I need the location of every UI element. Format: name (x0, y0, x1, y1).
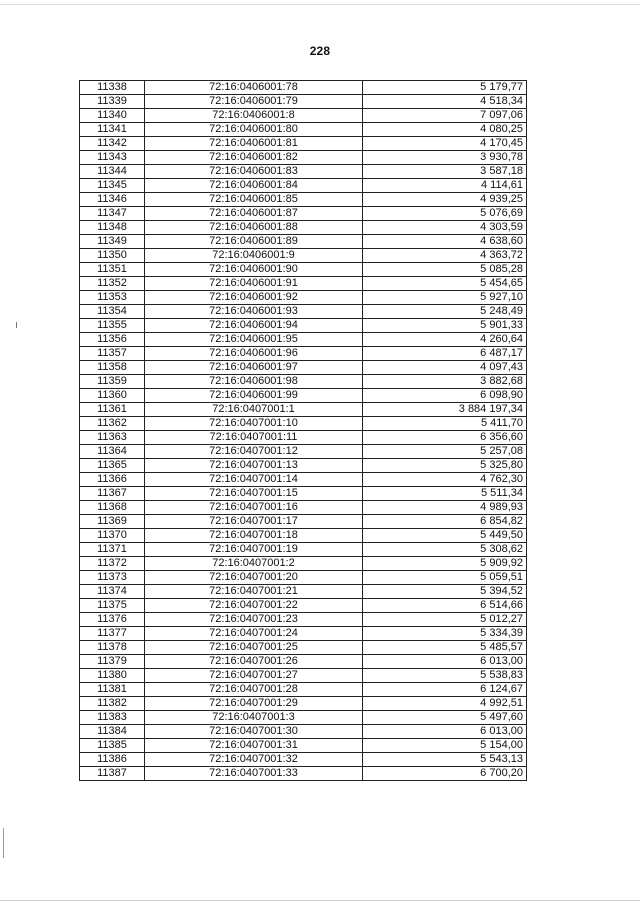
cadastral-number-cell: 72:16:0407001:26 (145, 655, 363, 669)
table-row (80, 599, 527, 613)
row-number-cell: 11342 (80, 137, 145, 151)
area-value-cell: 5 454,65 (363, 277, 527, 291)
cadastral-number-cell: 72:16:0407001:12 (145, 445, 363, 459)
table-row (80, 347, 527, 361)
land-parcel-table-body (80, 81, 527, 781)
area-value-cell: 4 989,93 (363, 501, 527, 515)
area-value-cell: 6 356,60 (363, 431, 527, 445)
row-number-cell: 11351 (80, 263, 145, 277)
row-number-cell: 11345 (80, 179, 145, 193)
area-value-cell: 5 154,00 (363, 739, 527, 753)
cadastral-number-cell: 72:16:0406001:98 (145, 375, 363, 389)
row-number-cell: 11350 (80, 249, 145, 263)
table-row (80, 109, 527, 123)
table-row (80, 235, 527, 249)
area-value-cell: 5 076,69 (363, 207, 527, 221)
table-row (80, 151, 527, 165)
table-row (80, 725, 527, 739)
table-row (80, 697, 527, 711)
area-value-cell: 4 762,30 (363, 473, 527, 487)
row-number-cell: 11359 (80, 375, 145, 389)
table-row (80, 515, 527, 529)
cadastral-number-cell: 72:16:0406001:80 (145, 123, 363, 137)
top-edge-rule (0, 4, 640, 5)
cadastral-number-cell: 72:16:0407001:30 (145, 725, 363, 739)
table-row (80, 501, 527, 515)
row-number-cell: 11356 (80, 333, 145, 347)
cadastral-number-cell: 72:16:0406001:85 (145, 193, 363, 207)
area-value-cell: 4 518,34 (363, 95, 527, 109)
area-value-cell: 5 909,92 (363, 557, 527, 571)
area-value-cell: 4 097,43 (363, 361, 527, 375)
table-row (80, 333, 527, 347)
table-row (80, 669, 527, 683)
cadastral-number-cell: 72:16:0407001:23 (145, 613, 363, 627)
table-row (80, 277, 527, 291)
page-number: 228 (309, 44, 331, 58)
cadastral-number-cell: 72:16:0407001:24 (145, 627, 363, 641)
cadastral-number-cell: 72:16:0406001:89 (145, 235, 363, 249)
cadastral-number-cell: 72:16:0406001:94 (145, 319, 363, 333)
row-number-cell: 11379 (80, 655, 145, 669)
row-number-cell: 11339 (80, 95, 145, 109)
cadastral-number-cell: 72:16:0407001:25 (145, 641, 363, 655)
row-number-cell: 11380 (80, 669, 145, 683)
cadastral-number-cell: 72:16:0406001:8 (145, 109, 363, 123)
table-row (80, 641, 527, 655)
row-number-cell: 11375 (80, 599, 145, 613)
table-row (80, 627, 527, 641)
area-value-cell: 3 884 197,34 (363, 403, 527, 417)
table-row (80, 221, 527, 235)
row-number-cell: 11368 (80, 501, 145, 515)
row-number-cell: 11341 (80, 123, 145, 137)
cadastral-number-cell: 72:16:0407001:28 (145, 683, 363, 697)
area-value-cell: 5 012,27 (363, 613, 527, 627)
cadastral-number-cell: 72:16:0406001:78 (145, 81, 363, 95)
table-row (80, 305, 527, 319)
row-number-cell: 11383 (80, 711, 145, 725)
cadastral-number-cell: 72:16:0407001:11 (145, 431, 363, 445)
row-number-cell: 11366 (80, 473, 145, 487)
table-row (80, 473, 527, 487)
row-number-cell: 11362 (80, 417, 145, 431)
cadastral-number-cell: 72:16:0407001:17 (145, 515, 363, 529)
row-number-cell: 11377 (80, 627, 145, 641)
cadastral-number-cell: 72:16:0406001:92 (145, 291, 363, 305)
table-row (80, 263, 527, 277)
table-row (80, 165, 527, 179)
area-value-cell: 3 930,78 (363, 151, 527, 165)
cadastral-number-cell: 72:16:0407001:27 (145, 669, 363, 683)
area-value-cell: 5 248,49 (363, 305, 527, 319)
row-number-cell: 11343 (80, 151, 145, 165)
cadastral-number-cell: 72:16:0407001:21 (145, 585, 363, 599)
cadastral-number-cell: 72:16:0406001:87 (145, 207, 363, 221)
table-row (80, 375, 527, 389)
area-value-cell: 3 882,68 (363, 375, 527, 389)
cadastral-number-cell: 72:16:0407001:16 (145, 501, 363, 515)
table-row (80, 137, 527, 151)
area-value-cell: 5 085,28 (363, 263, 527, 277)
cadastral-number-cell: 72:16:0406001:99 (145, 389, 363, 403)
table-row (80, 529, 527, 543)
cadastral-number-cell: 72:16:0407001:2 (145, 557, 363, 571)
cadastral-number-cell: 72:16:0407001:18 (145, 529, 363, 543)
area-value-cell: 4 260,64 (363, 333, 527, 347)
table-row (80, 459, 527, 473)
cadastral-number-cell: 72:16:0407001:14 (145, 473, 363, 487)
row-number-cell: 11367 (80, 487, 145, 501)
area-value-cell: 5 325,80 (363, 459, 527, 473)
area-value-cell: 4 363,72 (363, 249, 527, 263)
cadastral-number-cell: 72:16:0406001:90 (145, 263, 363, 277)
cadastral-number-cell: 72:16:0406001:82 (145, 151, 363, 165)
row-number-cell: 11381 (80, 683, 145, 697)
cadastral-number-cell: 72:16:0407001:15 (145, 487, 363, 501)
row-number-cell: 11365 (80, 459, 145, 473)
area-value-cell: 6 514,66 (363, 599, 527, 613)
table-row (80, 753, 527, 767)
scan-margin-mark (16, 322, 17, 328)
row-number-cell: 11357 (80, 347, 145, 361)
table-row (80, 403, 527, 417)
row-number-cell: 11347 (80, 207, 145, 221)
row-number-cell: 11354 (80, 305, 145, 319)
row-number-cell: 11363 (80, 431, 145, 445)
area-value-cell: 5 538,83 (363, 669, 527, 683)
table-row (80, 389, 527, 403)
row-number-cell: 11353 (80, 291, 145, 305)
area-value-cell: 4 080,25 (363, 123, 527, 137)
cadastral-number-cell: 72:16:0406001:97 (145, 361, 363, 375)
row-number-cell: 11372 (80, 557, 145, 571)
row-number-cell: 11384 (80, 725, 145, 739)
area-value-cell: 4 114,61 (363, 179, 527, 193)
row-number-cell: 11348 (80, 221, 145, 235)
table-row (80, 585, 527, 599)
area-value-cell: 5 485,57 (363, 641, 527, 655)
row-number-cell: 11373 (80, 571, 145, 585)
area-value-cell: 5 543,13 (363, 753, 527, 767)
row-number-cell: 11340 (80, 109, 145, 123)
area-value-cell: 6 854,82 (363, 515, 527, 529)
row-number-cell: 11338 (80, 81, 145, 95)
cadastral-number-cell: 72:16:0407001:1 (145, 403, 363, 417)
cadastral-number-cell: 72:16:0407001:3 (145, 711, 363, 725)
table-row (80, 543, 527, 557)
table-row (80, 95, 527, 109)
table-row (80, 361, 527, 375)
table-row (80, 417, 527, 431)
table-row (80, 767, 527, 781)
table-row (80, 123, 527, 137)
cadastral-number-cell: 72:16:0406001:95 (145, 333, 363, 347)
area-value-cell: 5 394,52 (363, 585, 527, 599)
table-row (80, 487, 527, 501)
area-value-cell: 5 511,34 (363, 487, 527, 501)
area-value-cell: 5 179,77 (363, 81, 527, 95)
table-row (80, 557, 527, 571)
row-number-cell: 11376 (80, 613, 145, 627)
bottom-edge-rule (0, 900, 640, 901)
row-number-cell: 11355 (80, 319, 145, 333)
area-value-cell: 5 411,70 (363, 417, 527, 431)
area-value-cell: 5 257,08 (363, 445, 527, 459)
cadastral-number-cell: 72:16:0407001:22 (145, 599, 363, 613)
area-value-cell: 5 901,33 (363, 319, 527, 333)
row-number-cell: 11386 (80, 753, 145, 767)
row-number-cell: 11346 (80, 193, 145, 207)
table-row (80, 291, 527, 305)
row-number-cell: 11378 (80, 641, 145, 655)
table-row (80, 193, 527, 207)
table-row (80, 613, 527, 627)
area-value-cell: 5 927,10 (363, 291, 527, 305)
row-number-cell: 11370 (80, 529, 145, 543)
cadastral-number-cell: 72:16:0407001:10 (145, 417, 363, 431)
table-row (80, 683, 527, 697)
row-number-cell: 11387 (80, 767, 145, 781)
row-number-cell: 11371 (80, 543, 145, 557)
row-number-cell: 11385 (80, 739, 145, 753)
table-row (80, 319, 527, 333)
area-value-cell: 4 303,59 (363, 221, 527, 235)
table-row (80, 711, 527, 725)
cadastral-number-cell: 72:16:0406001:81 (145, 137, 363, 151)
area-value-cell: 4 170,45 (363, 137, 527, 151)
cadastral-number-cell: 72:16:0407001:20 (145, 571, 363, 585)
area-value-cell: 3 587,18 (363, 165, 527, 179)
row-number-cell: 11369 (80, 515, 145, 529)
table-row (80, 207, 527, 221)
table-row (80, 445, 527, 459)
row-number-cell: 11361 (80, 403, 145, 417)
row-number-cell: 11358 (80, 361, 145, 375)
cadastral-number-cell: 72:16:0406001:84 (145, 179, 363, 193)
row-number-cell: 11349 (80, 235, 145, 249)
cadastral-number-cell: 72:16:0407001:33 (145, 767, 363, 781)
area-value-cell: 5 334,39 (363, 627, 527, 641)
table-row (80, 739, 527, 753)
cadastral-number-cell: 72:16:0406001:91 (145, 277, 363, 291)
land-parcel-table (79, 80, 527, 781)
area-value-cell: 6 700,20 (363, 767, 527, 781)
row-number-cell: 11364 (80, 445, 145, 459)
table-row (80, 179, 527, 193)
cadastral-number-cell: 72:16:0406001:96 (145, 347, 363, 361)
cadastral-number-cell: 72:16:0406001:79 (145, 95, 363, 109)
area-value-cell: 4 638,60 (363, 235, 527, 249)
area-value-cell: 6 124,67 (363, 683, 527, 697)
area-value-cell: 5 308,62 (363, 543, 527, 557)
table-row (80, 81, 527, 95)
cadastral-number-cell: 72:16:0407001:31 (145, 739, 363, 753)
row-number-cell: 11344 (80, 165, 145, 179)
cadastral-number-cell: 72:16:0407001:13 (145, 459, 363, 473)
cadastral-number-cell: 72:16:0407001:29 (145, 697, 363, 711)
area-value-cell: 4 992,51 (363, 697, 527, 711)
area-value-cell: 5 449,50 (363, 529, 527, 543)
table-row (80, 431, 527, 445)
table-row (80, 571, 527, 585)
area-value-cell: 6 013,00 (363, 655, 527, 669)
table-row (80, 655, 527, 669)
area-value-cell: 7 097,06 (363, 109, 527, 123)
area-value-cell: 6 487,17 (363, 347, 527, 361)
row-number-cell: 11374 (80, 585, 145, 599)
scan-margin-mark (3, 828, 4, 858)
cadastral-number-cell: 72:16:0406001:9 (145, 249, 363, 263)
cadastral-number-cell: 72:16:0406001:88 (145, 221, 363, 235)
row-number-cell: 11360 (80, 389, 145, 403)
cadastral-number-cell: 72:16:0406001:93 (145, 305, 363, 319)
cadastral-number-cell: 72:16:0407001:32 (145, 753, 363, 767)
area-value-cell: 5 497,60 (363, 711, 527, 725)
cadastral-number-cell: 72:16:0407001:19 (145, 543, 363, 557)
table-row (80, 249, 527, 263)
row-number-cell: 11382 (80, 697, 145, 711)
row-number-cell: 11352 (80, 277, 145, 291)
area-value-cell: 6 013,00 (363, 725, 527, 739)
area-value-cell: 6 098,90 (363, 389, 527, 403)
area-value-cell: 5 059,51 (363, 571, 527, 585)
area-value-cell: 4 939,25 (363, 193, 527, 207)
cadastral-number-cell: 72:16:0406001:83 (145, 165, 363, 179)
